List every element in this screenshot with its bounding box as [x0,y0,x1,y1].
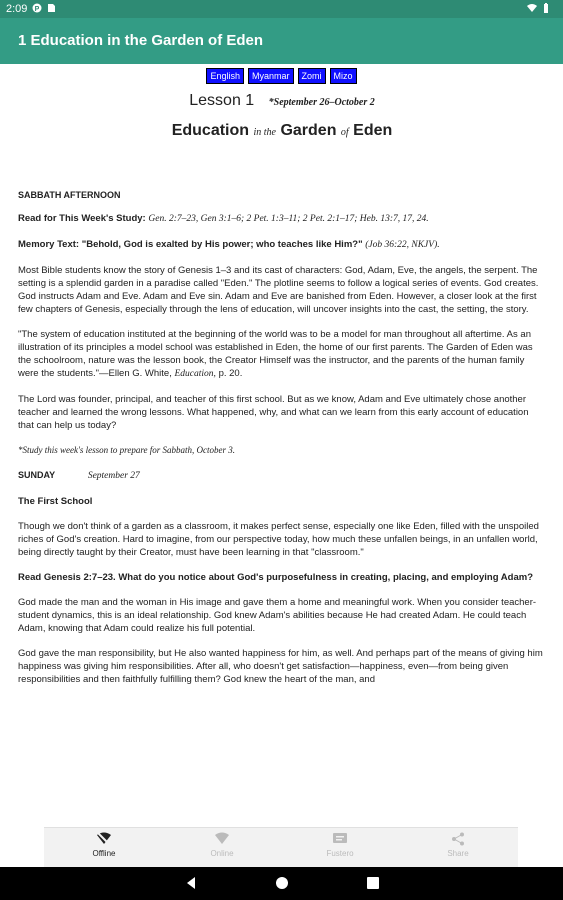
status-time: 2:09 [6,3,28,15]
nav-label: Offline [92,849,116,858]
title-small-word: in the [253,127,276,138]
app-bar [0,18,563,64]
lang-link-myanmar[interactable]: Myanmar [248,68,294,84]
battery-icon [541,3,551,13]
quote-paragraph [18,328,546,381]
back-icon[interactable] [184,876,198,890]
lesson-header [18,92,546,110]
nav-label: Online [210,849,234,858]
app-notification-icon [32,3,42,13]
lesson-dates: *September 26–October 2 [268,97,375,108]
title-word: Garden [280,122,337,139]
quote-page: p. 20. [218,368,243,379]
paragraph: Though we don't think of a garden as a classroom, it makes perfect sense, especially one like Eden, filled with the unspoiled riches of God's creation. Hard to imagine, from our perspective today, how much these unfallen beings, in an unfallen world, being directly taught by their Creator, must have been learning in that "classroom." [18,521,539,558]
lang-link-mizo[interactable]: Mizo [330,68,357,84]
study-question: Read Genesis 2:7–23. What do you notice about God's purposefulness in creating, placing, and employing Adam? [18,572,533,583]
nav-share[interactable] [418,832,498,858]
wifi-signal-icon [527,3,537,13]
title-word: Education [171,122,250,139]
lesson-number: Lesson 1 [189,92,255,109]
lang-link-english[interactable]: English [206,68,244,84]
quote-source: Education, [174,369,216,379]
subtitle: The First School [18,496,93,507]
home-icon[interactable] [275,876,289,890]
recents-icon[interactable] [366,876,380,890]
lesson-title [18,122,546,140]
quote-text: "The system of education instituted at the beginning of the world was to be a model for man throughout all aftertime. As an illustration of its principles a model school was established in Eden, the home of our first parents. The Garden of Eden was the schoolroom, nature was the lesson book, the Creator Himself was the instructor, and the parents of the human family were the students."—Ellen G. White, [18,329,533,379]
footnote: *Study this week's lesson to prepare for Sabbath, October 3. [18,445,235,455]
paragraph: God gave the man responsibility, but He also wanted happiness for him, as well. And perhaps part of the means of giving him happiness was giving him responsibilities. After all, who doesn't get satisfaction—happiness, even—from being given responsibilities and then faithfully fulfilling them? God knew the heart of the man, and [18,648,543,685]
paragraph: Most Bible students know the story of Genesis 1–3 and its cast of characters: God, Adam, Eve, the angels, the serpent. The setting is a splendid garden in a paradise called "Eden." The plotline seems to follow a logical series of events. God creates. God instructs Adam and Eve. Adam and Eve sin. Adam and Eve are banished from Eden. However, a closer look at the first few chapters of Genesis, especially through the lens of education, will uncover insights into the cast, the setting, the story. [18,265,539,315]
day-date: September 27 [87,471,140,481]
nav-offline[interactable] [64,832,144,858]
share-icon [450,832,466,846]
read-label: Read for This Week's Study: [18,213,146,224]
chat-icon [332,832,348,846]
memory-ref: (Job 36:22, NKJV). [365,240,440,250]
memory-label: Memory Text: "Behold, God is exalted by His power; who teaches like Him?" [18,239,363,250]
system-nav-bar [0,867,563,900]
nav-label: Fustero [326,849,354,858]
title-small-word: of [340,127,349,138]
day-label: SUNDAY [18,470,56,480]
lesson-content [18,86,546,686]
paragraph: God made the man and the woman in His image and gave them a home and meaningful work. When you consider teacher-student dynamics, this is an ideal relationship. God knew Adam's abilities because He had created Adam. He could teach Adam, knowing that Adam could realize his full potential. [18,597,537,634]
nav-label: Share [447,849,469,858]
read-refs: Gen. 2:7–23, Gen 3:1–6; 2 Pet. 1:3–11; 2 Pet. 2:1–17; Heb. 13:7, 17, 24. [148,214,429,224]
language-links [0,68,563,84]
lang-link-zomi[interactable]: Zomi [298,68,326,84]
memory-text [18,238,546,252]
offline-icon [96,832,112,846]
bottom-navigation [44,827,518,868]
wifi-icon [214,832,230,846]
section-heading: SABBATH AFTERNOON [18,190,121,200]
sd-card-icon [46,3,56,13]
nav-online[interactable] [182,832,262,858]
paragraph: The Lord was founder, principal, and teacher of this first school. But as we know, Adam and Eve ultimately chose another teacher and learned the wrong lessons. What happened, why, and what can we learn from this early account of education that can help us today? [18,394,529,431]
page-title: 1 Education in the Garden of Eden [18,32,264,49]
sunday-heading [18,469,546,483]
svg-text:P: P [34,6,40,13]
nav-fustero[interactable] [300,832,380,858]
status-bar [0,0,563,18]
title-word: Eden [353,122,393,139]
read-for-study [18,212,546,226]
